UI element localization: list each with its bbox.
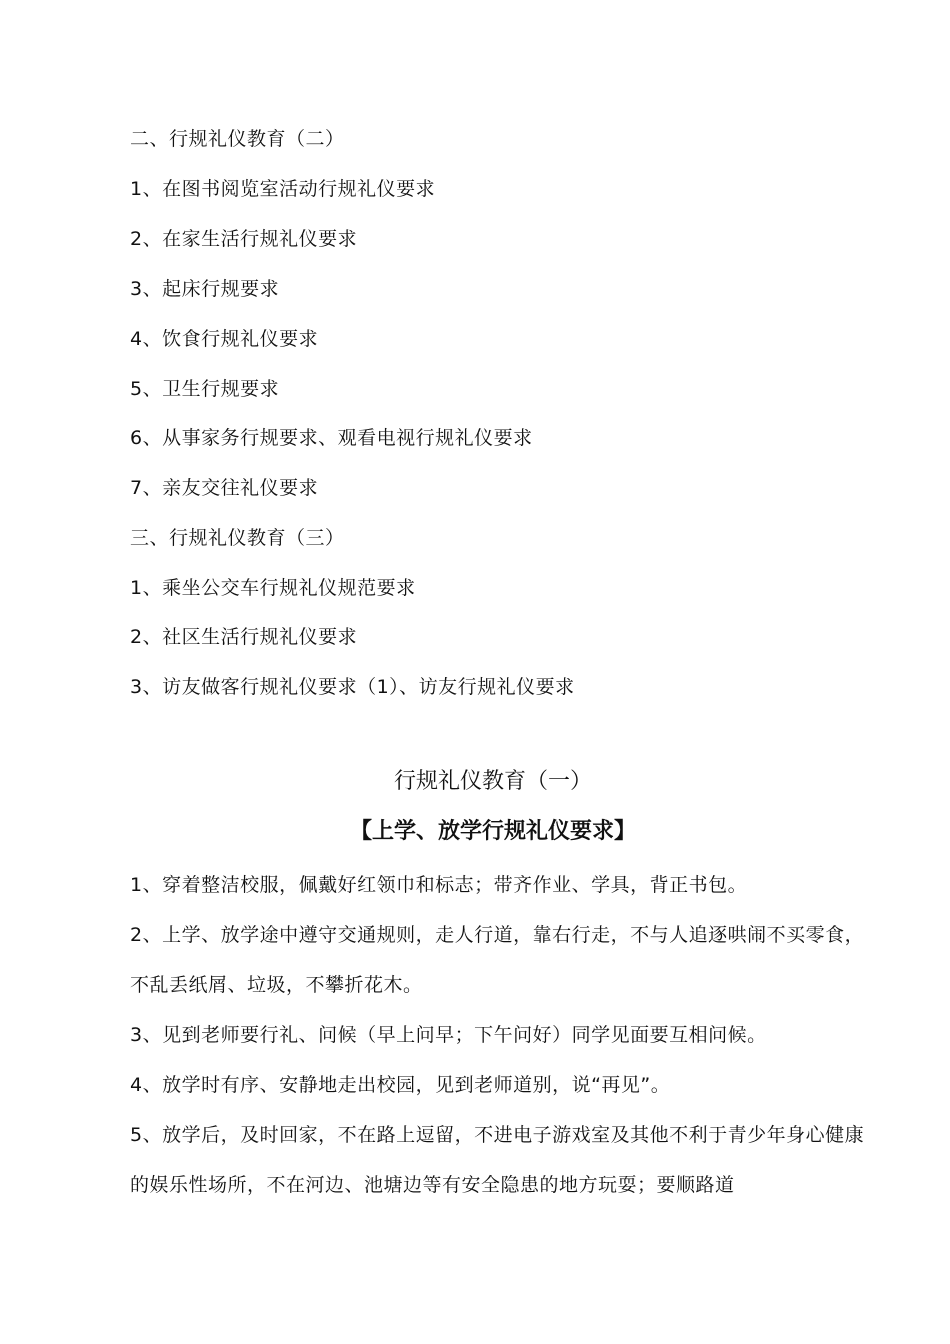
toc-section-3-heading: 三、行规礼仪教育（三） [130, 527, 345, 549]
toc-item: 5、卫生行规要求 [130, 378, 280, 400]
section-subtitle: 【上学、放学行规礼仪要求】 [349, 819, 636, 844]
toc-item: 4、饮食行规礼仪要求 [130, 328, 319, 350]
toc-item: 1、乘坐公交车行规礼仪规范要求 [130, 577, 416, 599]
paragraph: 2、上学、放学途中遵守交通规则，走人行道，靠右行走，不与人追逐哄闹不买零食，不乱丢纸屑、垃圾，不攀折花木。 [130, 924, 865, 996]
toc-item: 7、亲友交往礼仪要求 [130, 477, 319, 499]
toc-item: 2、在家生活行规礼仪要求 [130, 228, 358, 250]
paragraph: 3、见到老师要行礼、问候（早上问早；下午问好）同学见面要互相问候。 [130, 1024, 767, 1046]
toc-item: 3、访友做客行规礼仪要求（1）、访友行规礼仪要求 [130, 676, 575, 698]
toc-item: 1、在图书阅览室活动行规礼仪要求 [130, 178, 436, 200]
section-title: 行规礼仪教育（一） [393, 769, 592, 794]
toc-item: 2、社区生活行规礼仪要求 [130, 626, 358, 648]
paragraph: 1、穿着整洁校服，佩戴好红领巾和标志；带齐作业、学具，背正书包。 [130, 874, 748, 896]
toc-item: 3、起床行规要求 [130, 278, 280, 300]
paragraph: 5、放学后，及时回家，不在路上逗留，不进电子游戏室及其他不利于青少年身心健康的娱乐性场所，不在河边、池塘边等有安全隐患的地方玩耍；要顺路道 [130, 1124, 865, 1196]
toc-item: 6、从事家务行规要求、观看电视行规礼仪要求 [130, 427, 533, 449]
paragraph: 4、放学时有序、安静地走出校园，见到老师道别，说“再见”。 [130, 1074, 671, 1096]
toc-section-2-heading: 二、行规礼仪教育（二） [130, 128, 345, 150]
